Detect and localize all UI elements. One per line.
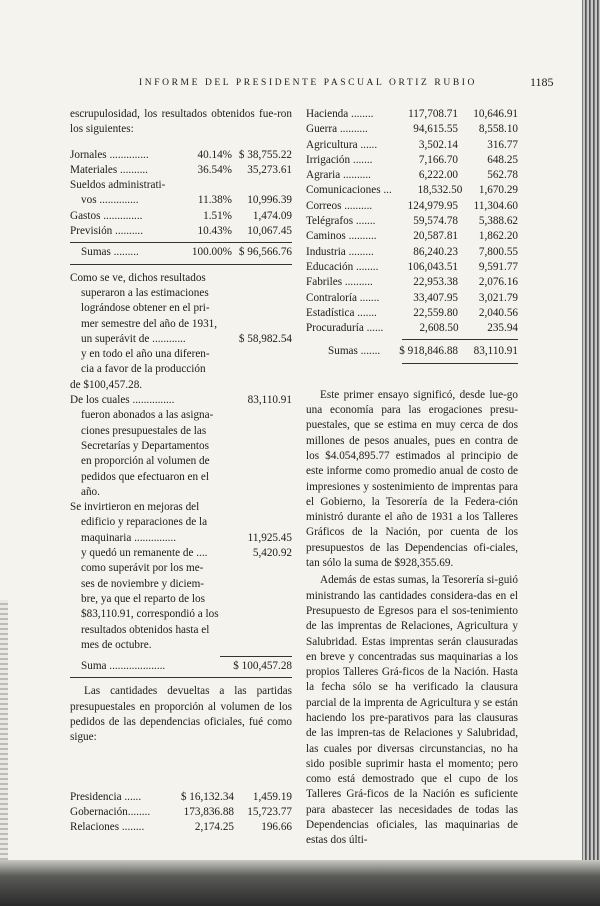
ensayo-paragraph: Este primer ensayo significó, desde lue-go una economía para las erogaciones presu-puestales, que se estima en muy cerca de dos millones de pesos anuales, pues en contra de los $4.054,895.77 estimados al principio de este informe como promedio anual de costo de impresiones y sostenimiento de imprentas para el Gobierno, la Tesorería de la Federa-ción ministró durante el año de 1931 a los Talleres Gráficos de la Nación, por cuenta de los presupuestos de las Dependencias ofi-ciales, tan sólo la suma de $928,355.69. [306,388,518,570]
sum-row: Sumas ....... $ 918,846.88 83,110.91 [328,345,518,358]
table-row: vos .............. 11.38% 10,996.39 [81,194,292,207]
explanation-block: Como se ve, dichos resultados superaron a las estimaciones lográndose obtener en el pri- mer semestre del año de 1931, un superávit de ............ $ 58,982.54 y en todo el año una diferen- cia a favor de la producción de $100,457.28. De los cuales ............... 83,110.91 fueron abonados a las asigna- ciones presupuestales de las Secretarías y Departamentos en proporción al volumen de pedidos que efectuaron en el año. Se invirtieron en mejoras del edificio y reparaciones de la maquinaria ............... 11,925.45 y quedó un remanente de .... 5,420.92 como superávit por los me- ses de noviembre y diciem- bre, ya que el reparto de los $83,110.91, correspondió a los resultados obtenidos hasta el mes de octubre. Suma .................... $ 100,457.28 [70,271,292,679]
table-row: Materiales .......... 36.54% 35,273.61 [70,163,292,176]
table-row: Sueldos administrati- [70,179,166,192]
table-row: Relaciones ........ 2,174.25 196.66 [70,821,292,834]
results-table [70,148,292,265]
scan-edge-bottom [0,860,600,906]
intro-paragraph: escrupulosidad, los resultados obtenidos fue-ron los siguientes: [70,108,292,136]
table-row: Presidencia ...... $ 16,132.34 1,459.19 [70,790,292,803]
table-row: Procuraduría ...... 2,608.50 235.94 [306,322,518,335]
table-row: Agraria .......... 6,222.00 562.78 [306,169,518,182]
table-row: Telégrafos ....... 59,574.78 5,388.62 [306,215,518,228]
page-number: 1185 [530,75,554,89]
running-header: INFORME DEL PRESIDENTE PASCUAL ORTIZ RUBIO [139,78,477,88]
table-row: Educación ........ 106,043.51 9,591.77 [306,260,518,273]
dependencies-table-left [70,790,292,836]
table-row: Hacienda ........ 117,708.71 10,646.91 [306,108,518,120]
table-row: Comunicaciones ... 18,532.50 1,670.29 [306,184,518,197]
tesoreria-paragraph: Además de estas sumas, la Tesorería si-guió ministrando las cantidades considera-das en el Presupuesto de Egresos para el sos-tenimiento de las imprentas de Relaciones, Agricultura y Salubridad. Estas imprentas serán clausuradas en breve y concentradas sus maquinarias a los propios Talleres Grá-ficos de la Nación. Hasta la fecha sólo se ha verificado la clausura parcial de la imprenta de Agricultura y se están haciendo los pre-parativos para las clausuras de las impren-tas de Relaciones y Salubridad, las cuales por diversas circunstancias, no ha sido posible suprimir hasta el momento; pero como está demostrado que el cupo de los Talleres Grá-ficos de la Nación es suficiente para abastecer las necesidades de todas las Dependencias oficiales, las maquinarias de estas dos últi- [306,574,518,847]
table-row: Correos .......... 124,979.95 11,304.60 [306,199,518,212]
table-row: Guerra .......... 94,615.55 8,558.10 [306,123,518,136]
table-row: Jornales .............. 40.14% $ 38,755.22 [70,148,292,161]
table-row: Fabriles .......... 22,953.38 2,076.16 [306,276,518,289]
devoluciones-paragraph: Las cantidades devueltas a las partidas presupuestales en proporción al volumen de los pedidos de las dependencias oficiales, fué como sigue: [70,685,292,744]
table-row: Contraloría ....... 33,407.95 3,021.79 [306,291,518,304]
scan-edge-right [582,0,600,906]
right-column [306,107,518,849]
table-row: Caminos .......... 20,587.81 1,862.20 [306,230,518,243]
scan-edge-left [0,600,8,860]
sum-row: Sumas ......... 100.00% $ 96,566.76 [81,246,292,259]
dependencies-table-right [306,107,518,364]
table-row: Agricultura ...... 3,502.14 316.77 [306,138,518,151]
table-row: Estadística ....... 22,559.80 2,040.56 [306,306,518,319]
table-row: Irrigación ....... 7,166.70 648.25 [306,153,518,166]
table-row: Gobernación........ 173,836.88 15,723.77 [70,805,292,818]
table-row: Industria ......... 86,240.23 7,800.55 [306,245,518,258]
table-row: Gastos .............. 1.51% 1,474.09 [70,209,292,222]
table-row: Previsión .......... 10.43% 10,067.45 [70,225,292,238]
left-column [70,107,292,835]
